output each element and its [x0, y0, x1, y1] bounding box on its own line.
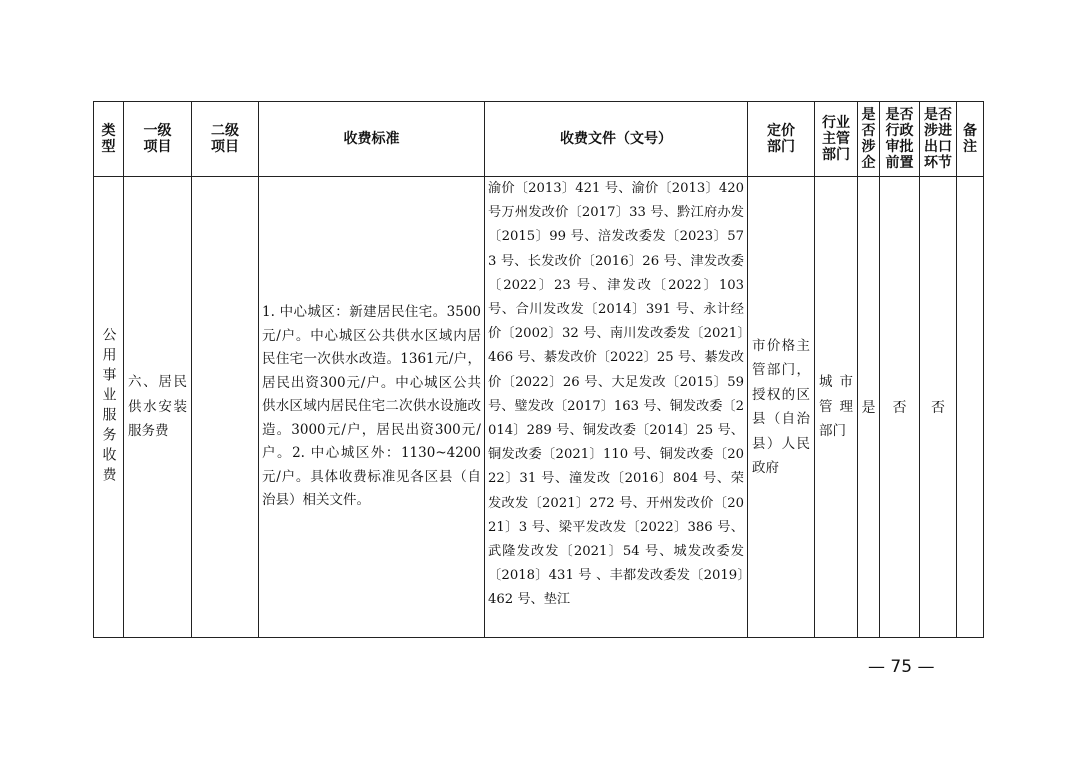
header-import-export: 是否涉进出口环节	[920, 102, 957, 177]
header-enterprise: 是否涉企	[858, 102, 880, 177]
cell-standard: 1. 中心城区：新建居民住宅。3500元/户。中心城区公共供水区域内居民住宅一次供水改造。1361元/户，居民出资300元/户。中心城区公共供水区域内居民住宅二次供水设施改造。3000元/户，居民出资300元/户。2. 中心城区外：1130~4200 元/户。具体收费标准见各区县（自治县）相关文件。	[259, 177, 485, 638]
header-level2: 二级项目	[192, 102, 259, 177]
cell-enterprise: 是	[858, 177, 880, 638]
cell-industry-dept: 城市管理部门	[815, 177, 858, 638]
header-row	[94, 102, 984, 177]
fee-table	[93, 101, 984, 638]
header-type: 类型	[94, 102, 124, 177]
table-row	[94, 177, 984, 638]
header-pricing-dept: 定价部门	[748, 102, 815, 177]
cell-pricing-dept: 市价格主管部门，授权的区县（自治县）人民政府	[748, 177, 815, 638]
cell-type: 公用事业服务收费	[94, 177, 124, 638]
cell-level2	[192, 177, 259, 638]
header-industry-dept: 行业主管部门	[815, 102, 858, 177]
cell-document: 渝价〔2013〕421 号、渝价〔2013〕420 号万州发改价〔2017〕33 号、黔江府办发〔2015〕99 号、涪发改委发〔2023〕573 号、长发改价〔2016〕26 号、津发改委〔2022〕23 号、津发改〔2022〕103 号、合川发改发〔2014〕391 号、永计经价〔2002〕32 号、南川发改委发〔2021〕466 号、綦发改价〔2022〕25 号、綦发改价〔2022〕26 号、大足发改〔2015〕59 号、璧发改〔2017〕163 号、铜发改委〔2014〕289 号、铜发改委〔2014〕25 号、铜发改委〔2021〕110 号、铜发改委〔2022〕31 号、潼发改〔2016〕804 号、荣发改发〔2021〕272 号、开州发改价〔2021〕3 号、梁平发改发〔2022〕386 号、武隆发改发〔2021〕54 号、城发改委发〔2018〕431 号 、丰都发改委发〔2019〕462 号、垫江	[485, 177, 748, 638]
cell-level1: 六、居民供水安装服务费	[124, 177, 192, 638]
header-level1: 一级项目	[124, 102, 192, 177]
header-remark: 备注	[957, 102, 984, 177]
header-standard: 收费标准	[259, 102, 485, 177]
cell-remark	[957, 177, 984, 638]
header-document: 收费文件（文号）	[485, 102, 748, 177]
page-number: — 75 —	[868, 657, 935, 677]
cell-approval: 否	[880, 177, 920, 638]
header-approval: 是否行政审批前置	[880, 102, 920, 177]
cell-import-export: 否	[920, 177, 957, 638]
